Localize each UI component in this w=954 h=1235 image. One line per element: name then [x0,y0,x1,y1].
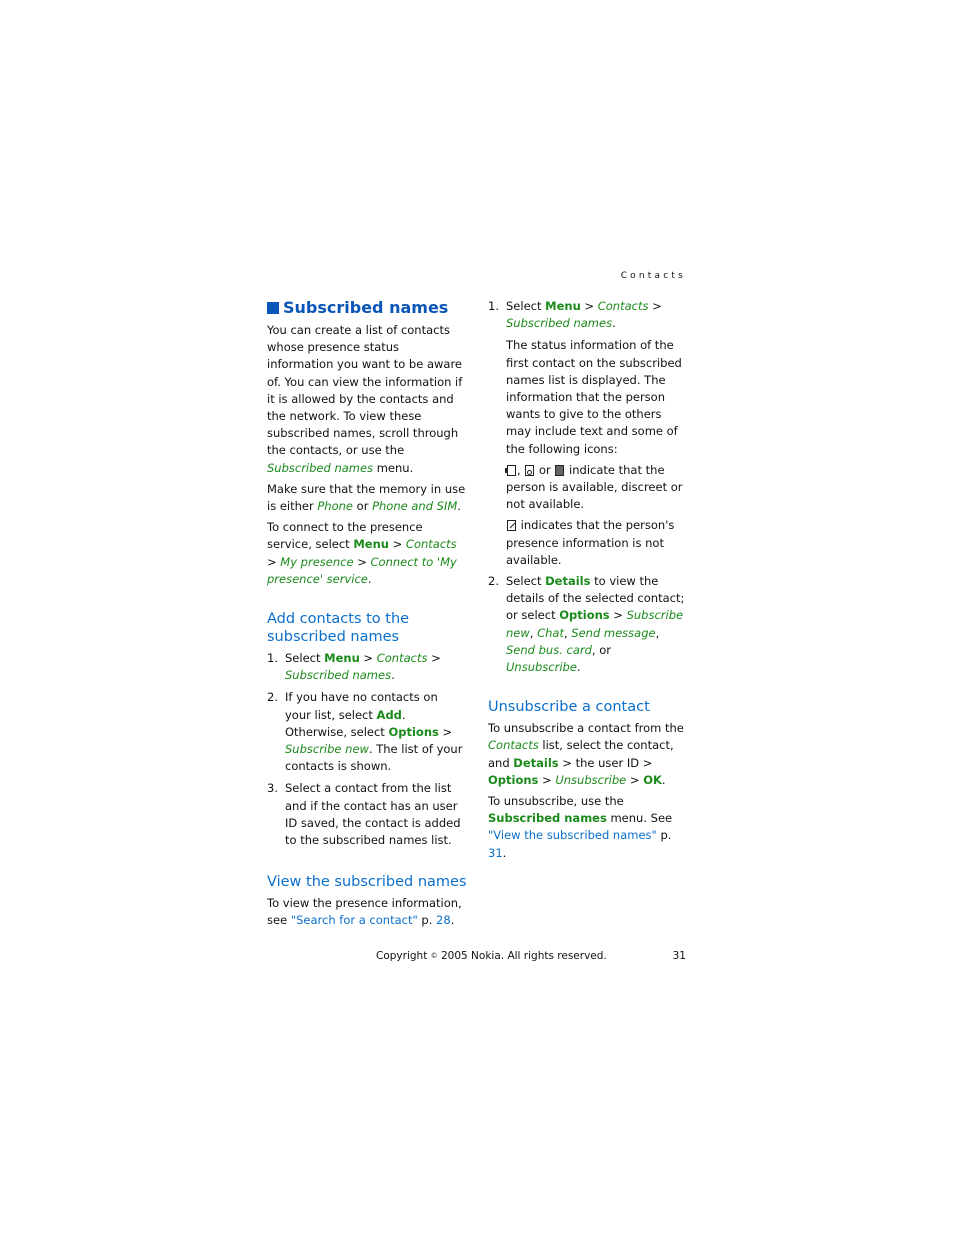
view-paragraph [267,895,467,929]
presence-info-not-available-icon [507,520,516,531]
page-31-link[interactable]: 31 [488,845,503,860]
sep: > [267,554,281,569]
step-text: to view the details of the selected contact; or select [506,574,685,623]
step-text: If you have no contacts on your list, select [285,690,438,722]
list-item [267,780,467,849]
connect-service-ref: Connect to 'My presence' service [267,554,457,586]
sep: > [538,772,556,787]
view-text: To view the presence information, see [267,896,462,928]
sep: , or [591,642,611,657]
intro-text-end: menu. [373,460,414,475]
chat-ref: Chat [537,625,564,640]
noinfo-text: indicates that the person's presence information is not available. [506,518,675,567]
page-28-link[interactable]: 28 [436,913,451,928]
sep: > [609,608,627,623]
connect-text: To connect to the presence service, select [267,520,423,552]
step-text: Select [506,299,546,313]
unsub-period: . [661,772,666,787]
person-available-icon [507,465,516,476]
subscribed-steps-2 [488,573,688,676]
status-info-paragraph: The status information of the first contact on the subscribed names list is displayed. The information that the person wants to give to the others may include text and some of the following icons: [506,338,682,456]
sep: , [563,625,572,640]
ok-ref: OK [643,772,662,787]
sep: > [626,772,644,787]
unsubscribe-paragraph-2 [488,793,688,862]
connect-period: . [367,571,372,586]
sep: , [529,625,538,640]
unsub-text: list, select the contact, and [488,738,674,770]
running-head: Contacts [620,271,686,281]
step-text: Select a contact from the list and if the contact has an user ID saved, the contact is added to the subscribed names list. [285,781,461,848]
unsub-period: . [502,845,507,860]
unsub-text: To unsubscribe a contact from the [488,721,684,736]
step-number: 1. [267,651,278,666]
unsubscribe-paragraph-1 [488,720,688,789]
memory-period: . [457,499,461,514]
unsub-text: To unsubscribe, use the [488,794,624,809]
list-item [267,650,467,684]
menu-ref: Menu [324,651,360,666]
section-title [267,298,467,318]
subscribed-steps [488,298,688,332]
subscribed-names-menu-ref: Subscribed names [267,460,374,475]
copyright-footer [376,948,607,965]
menu-ref: Menu [545,299,581,313]
sep: or [535,462,555,477]
contacts-ref: Contacts [405,537,457,552]
intro-paragraph [267,322,467,477]
page-prefix: p. [656,828,672,843]
subscribe-new-ref: Subscribe new [285,742,369,757]
sep: > [438,724,453,739]
page-number: 31 [672,950,686,962]
right-column [488,298,688,866]
step-number: 2. [488,574,499,589]
step-text: . The list of your contacts is shown. [285,742,463,774]
list-item [488,298,688,332]
memory-paragraph [267,481,467,515]
add-contacts-heading: Add contacts to the subscribed names [267,611,410,646]
contacts-ref: Contacts [597,299,649,313]
step-period: . [576,660,581,675]
add-contacts-steps [267,650,467,849]
subscribed-names-ref: Subscribed names [285,668,392,683]
sep: > [353,554,371,569]
view-period: . [450,913,455,928]
add-ref: Add [376,707,402,722]
list-item [267,689,467,775]
copyright-text-end: 2005 Nokia. All rights reserved. [437,950,607,962]
options-ref: Options [488,772,539,787]
copyright-text: Copyright [376,950,431,962]
sep: > [580,299,598,313]
phone-option: Phone [317,499,353,514]
sep: , [655,625,660,640]
icons-paragraph [488,462,688,514]
menu-ref: Menu [353,537,389,552]
noinfo-paragraph [488,517,688,569]
unsubscribe-heading: Unsubscribe a contact [488,699,650,716]
person-not-available-icon [555,465,564,476]
section-title-text: Subscribed names [283,298,449,317]
intro-text: You can create a list of contacts whose presence status information you want to be aware of. You can view the information if it is allowed by the contacts and the network. To view these subscribed names, scroll through the contacts, or use the [267,323,463,458]
sep: , [517,462,525,477]
subscribed-names-ref: Subscribed names [488,811,607,826]
send-bus-card-ref: Send bus. card [506,642,592,657]
subscribed-names-ref: Subscribed names [506,316,613,331]
step-period: . [612,316,616,331]
memory-text: Make sure that the memory in use is either [267,481,466,514]
sep: > [388,537,406,552]
unsub-text: > the user ID > [558,755,653,770]
left-column [267,298,467,934]
unsubscribe-ref: Unsubscribe [555,772,627,787]
options-ref: Options [388,724,439,739]
contacts-ref: Contacts [376,651,428,666]
step-number: 2. [267,690,278,705]
sep: > [359,651,377,666]
unsub-text: menu. See [606,811,673,826]
person-discreet-icon [525,465,534,476]
details-ref: Details [513,755,559,770]
step-number: 1. [488,299,499,313]
view-subscribed-heading: View the subscribed names [267,874,467,891]
step-period: . [391,668,395,683]
step-text: Select [285,651,325,666]
contacts-ref: Contacts [488,738,539,753]
list-item [488,573,688,676]
copyright-symbol: © [430,952,438,960]
step-text: Select [506,574,546,589]
page-prefix: p. [417,913,437,928]
options-ref: Options [559,608,610,623]
section-bullet-icon [267,302,279,314]
subscribe-new-ref: Subscribe new [506,608,684,640]
sep: > [427,651,441,666]
memory-or: or [353,499,373,514]
phone-and-sim-option: Phone and SIM [372,499,458,514]
details-ref: Details [545,574,591,589]
connect-paragraph [267,519,467,588]
search-contact-link[interactable]: "Search for a contact" [290,913,418,928]
icons-text: indicate that the person is available, discreet or not available. [506,462,683,512]
step-number: 3. [267,781,278,796]
unsubscribe-ref: Unsubscribe [506,660,577,675]
send-message-ref: Send message [571,625,656,640]
my-presence-ref: My presence [280,554,354,569]
sep: > [648,299,662,313]
step-text: . Otherwise, select [285,707,406,739]
view-subscribed-link[interactable]: "View the subscribed names" [488,828,657,843]
